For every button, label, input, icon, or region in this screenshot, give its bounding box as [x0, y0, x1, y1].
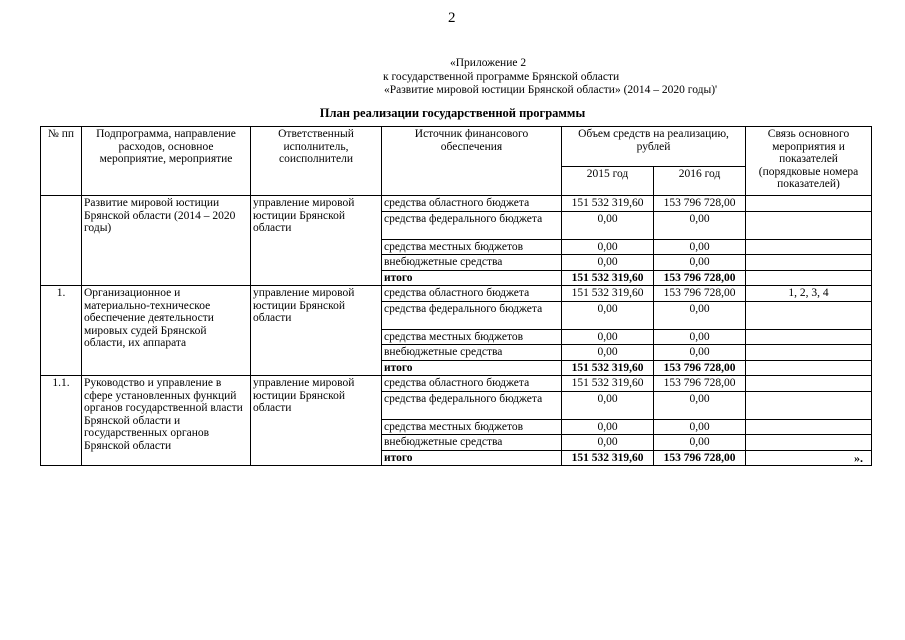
amount-2015: 0,00 — [562, 255, 654, 271]
funding-source: внебюджетные средства — [382, 255, 562, 271]
plan-table-body — [41, 127, 872, 466]
amount-2015: 0,00 — [562, 239, 654, 255]
funding-source: средства областного бюджета — [382, 196, 562, 212]
indicator-link — [746, 391, 872, 419]
amount-2016: 0,00 — [654, 255, 746, 271]
amount-2016: 0,00 — [654, 345, 746, 361]
item-name: Организационное и материально-техническое обеспечение деятельности мировых судей Брянской области, их аппарата — [82, 286, 251, 376]
funding-source: итого — [382, 270, 562, 286]
funding-source: средства федерального бюджета — [382, 301, 562, 329]
amount-2016: 0,00 — [654, 419, 746, 435]
header-2016: 2016 год — [654, 166, 746, 195]
item-number: 1.1. — [41, 376, 82, 466]
amount-2015: 0,00 — [562, 211, 654, 239]
funding-source: средства местных бюджетов — [382, 239, 562, 255]
amount-2015: 151 532 319,60 — [562, 286, 654, 302]
indicator-link — [746, 270, 872, 286]
appendix-line-3: «Развитие мировой юстиции Брянской области» (2014 – 2020 годы)' — [384, 84, 718, 96]
indicator-link — [746, 360, 872, 376]
appendix-header — [383, 57, 717, 98]
header-link: Связь основного мероприятия и показателей (порядковые номера показателей) — [746, 127, 872, 196]
amount-2016: 153 796 728,00 — [654, 270, 746, 286]
appendix-line-1: «Приложение 2 — [450, 57, 527, 69]
funding-source: средства областного бюджета — [382, 376, 562, 392]
funding-source: средства областного бюджета — [382, 286, 562, 302]
funding-source: итого — [382, 450, 562, 466]
amount-2015: 151 532 319,60 — [562, 450, 654, 466]
header-num: № пп — [41, 127, 82, 196]
plan-table — [40, 126, 872, 466]
amount-2015: 151 532 319,60 — [562, 360, 654, 376]
table-row — [41, 286, 872, 302]
amount-2016: 153 796 728,00 — [654, 450, 746, 466]
indicator-link — [746, 435, 872, 451]
amount-2015: 151 532 319,60 — [562, 196, 654, 212]
funding-source: внебюджетные средства — [382, 435, 562, 451]
header-program: Подпрограмма, направление расходов, основное мероприятие, мероприятие — [82, 127, 251, 196]
indicator-link — [746, 239, 872, 255]
funding-source: средства местных бюджетов — [382, 329, 562, 345]
item-executor: управление мировой юстиции Брянской области — [251, 376, 382, 466]
header-2015: 2015 год — [562, 166, 654, 195]
amount-2016: 0,00 — [654, 391, 746, 419]
table-row — [41, 376, 872, 392]
funding-source: внебюджетные средства — [382, 345, 562, 361]
item-executor: управление мировой юстиции Брянской области — [251, 286, 382, 376]
indicator-link — [746, 301, 872, 329]
amount-2016: 153 796 728,00 — [654, 360, 746, 376]
amount-2016: 153 796 728,00 — [654, 376, 746, 392]
amount-2015: 0,00 — [562, 419, 654, 435]
item-name: Развитие мировой юстиции Брянской области (2014 – 2020 годы) — [82, 196, 251, 286]
header-source: Источник финансового обеспечения — [382, 127, 562, 196]
amount-2016: 0,00 — [654, 239, 746, 255]
indicator-link: 1, 2, 3, 4 — [746, 286, 872, 302]
indicator-link — [746, 255, 872, 271]
funding-source: средства федерального бюджета — [382, 391, 562, 419]
item-name: Руководство и управление в сфере установленных функций органов государственной власти Брянской области и государственных органов Брянской области — [82, 376, 251, 466]
amount-2016: 0,00 — [654, 301, 746, 329]
amount-2015: 0,00 — [562, 301, 654, 329]
amount-2015: 0,00 — [562, 391, 654, 419]
header-row-1 — [41, 127, 872, 167]
page-number: 2 — [448, 10, 456, 26]
amount-2015: 151 532 319,60 — [562, 270, 654, 286]
table-row — [41, 196, 872, 212]
header-volume: Объем средств на реализацию, рублей — [562, 127, 746, 167]
amount-2015: 0,00 — [562, 435, 654, 451]
funding-source: средства федерального бюджета — [382, 211, 562, 239]
item-executor: управление мировой юстиции Брянской области — [251, 196, 382, 286]
header-executor: Ответственный исполнитель, соисполнители — [251, 127, 382, 196]
indicator-link — [746, 345, 872, 361]
amount-2016: 0,00 — [654, 435, 746, 451]
amount-2015: 0,00 — [562, 329, 654, 345]
indicator-link — [746, 376, 872, 392]
indicator-link — [746, 329, 872, 345]
amount-2016: 153 796 728,00 — [654, 196, 746, 212]
document-title: План реализации государственной программы — [319, 106, 586, 120]
funding-source: средства местных бюджетов — [382, 419, 562, 435]
indicator-link — [746, 196, 872, 212]
indicator-link — [746, 419, 872, 435]
item-number — [41, 196, 82, 286]
amount-2016: 0,00 — [654, 211, 746, 239]
amount-2016: 153 796 728,00 — [654, 286, 746, 302]
indicator-link: ». — [746, 450, 872, 466]
funding-source: итого — [382, 360, 562, 376]
indicator-link — [746, 211, 872, 239]
amount-2015: 151 532 319,60 — [562, 376, 654, 392]
amount-2015: 0,00 — [562, 345, 654, 361]
amount-2016: 0,00 — [654, 329, 746, 345]
appendix-line-2: к государственной программе Брянской области — [383, 70, 620, 83]
item-number: 1. — [41, 286, 82, 376]
